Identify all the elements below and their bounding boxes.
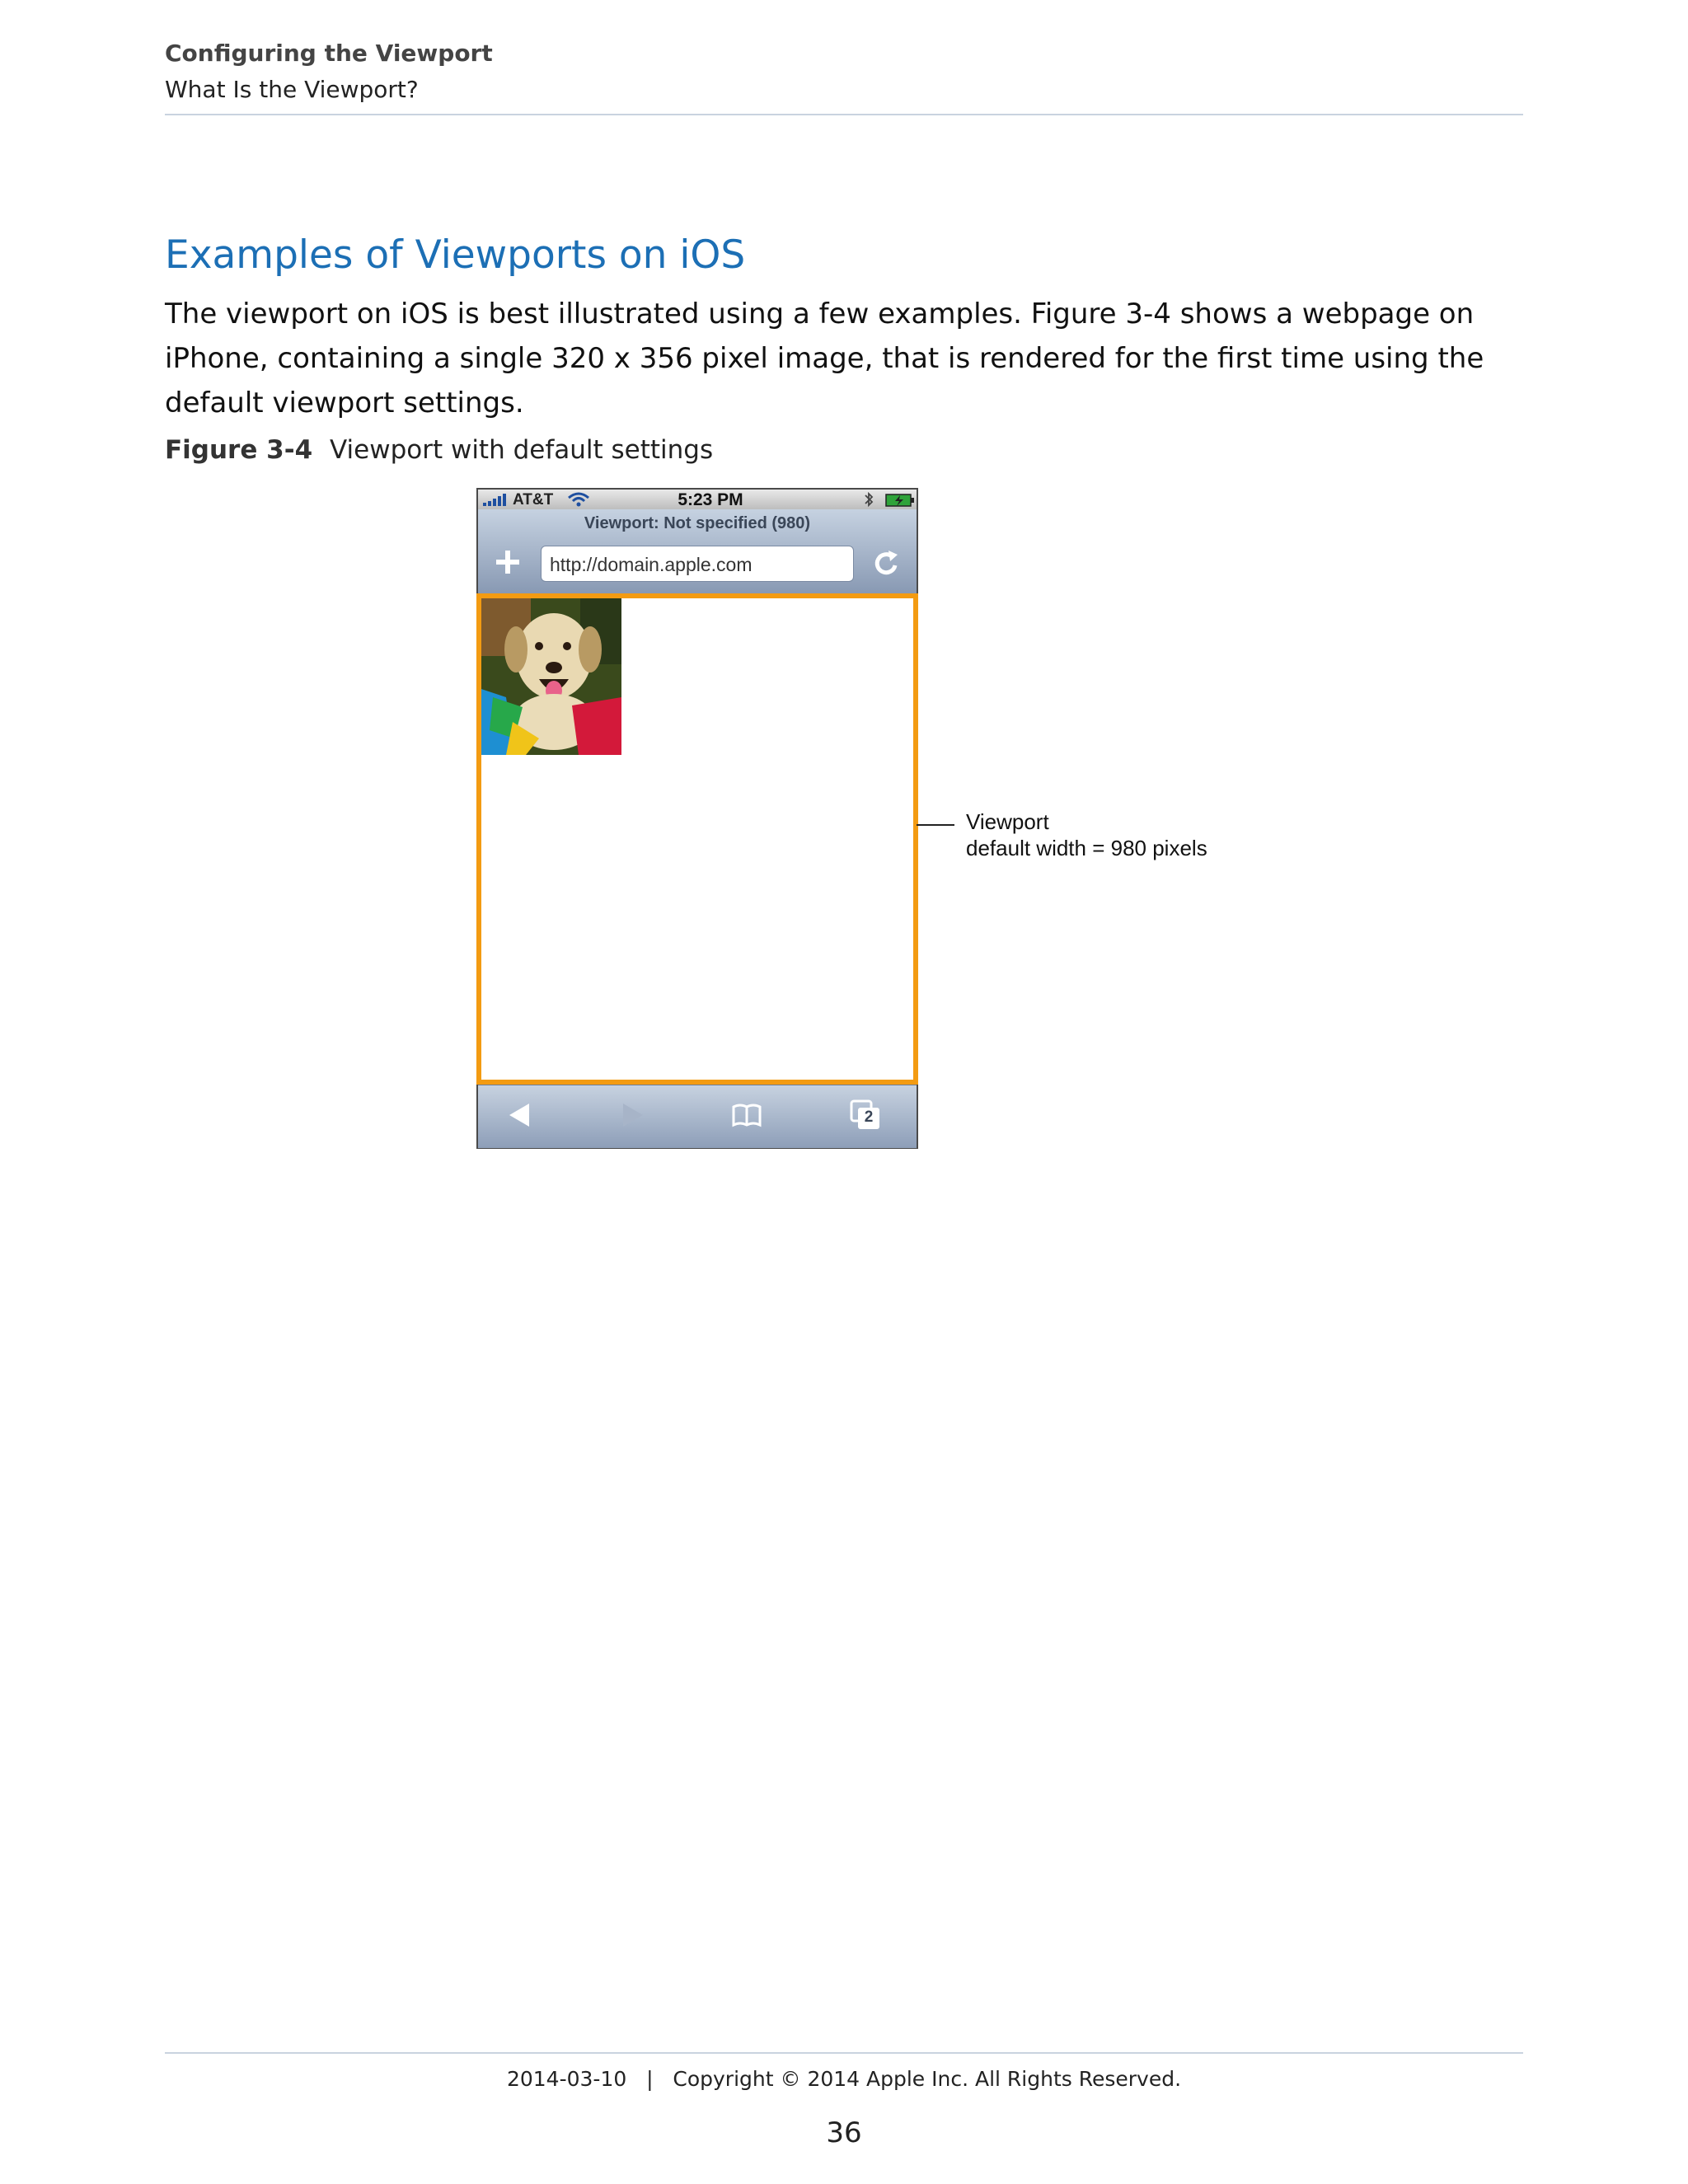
address-field[interactable]: http://domain.apple.com	[541, 546, 854, 582]
reload-button[interactable]	[870, 546, 903, 580]
tabs-button[interactable]	[849, 1099, 882, 1132]
viewport-highlight	[476, 593, 918, 1085]
page-number: 36	[826, 2116, 862, 2149]
dog-photo	[481, 598, 621, 755]
browser-navigation-bar	[478, 509, 917, 593]
footer-separator: |	[646, 2067, 654, 2091]
header-divider	[165, 114, 1523, 115]
figure-label: Figure 3-4	[165, 435, 313, 465]
back-arrow-icon[interactable]	[504, 1099, 537, 1132]
footer-divider	[165, 2052, 1523, 2054]
battery-icon	[885, 494, 915, 507]
header-chapter-title: Configuring the Viewport	[165, 40, 493, 67]
add-bookmark-button[interactable]	[493, 547, 523, 577]
footer-date: 2014-03-10	[506, 2067, 627, 2091]
footer-text	[0, 2067, 1688, 2091]
status-time: 5:23 PM	[678, 490, 743, 509]
header-section-title: What Is the Viewport?	[165, 76, 419, 103]
status-bar	[478, 490, 917, 509]
bookmarks-icon[interactable]	[730, 1099, 763, 1132]
body-paragraph: The viewport on iOS is best illustrated using a few examples. Figure 3-4 shows a webpage on iPhone, containing a single 320 x 356 pixel image, that is rendered for the first time using the default viewport settings.	[165, 298, 1484, 419]
carrier-name: AT&T	[513, 491, 554, 509]
signal-strength-icon	[483, 493, 509, 506]
page-title: Viewport: Not specified (980)	[584, 514, 811, 532]
section-heading: Examples of Viewports on iOS	[165, 232, 746, 278]
forward-arrow-icon[interactable]	[615, 1099, 648, 1132]
bluetooth-icon	[860, 491, 877, 508]
callout-leader-line	[917, 824, 954, 826]
browser-toolbar	[478, 1085, 917, 1148]
callout-label-title: Viewport	[966, 809, 1049, 834]
wifi-icon	[567, 491, 590, 508]
tab-count: 2	[864, 1108, 874, 1126]
callout-label-detail: default width = 980 pixels	[966, 836, 1207, 860]
figure-caption: Viewport with default settings	[330, 435, 714, 465]
iphone-screenshot	[476, 488, 918, 1149]
footer-copyright: Copyright © 2014 Apple Inc. All Rights Reserved.	[673, 2067, 1182, 2091]
